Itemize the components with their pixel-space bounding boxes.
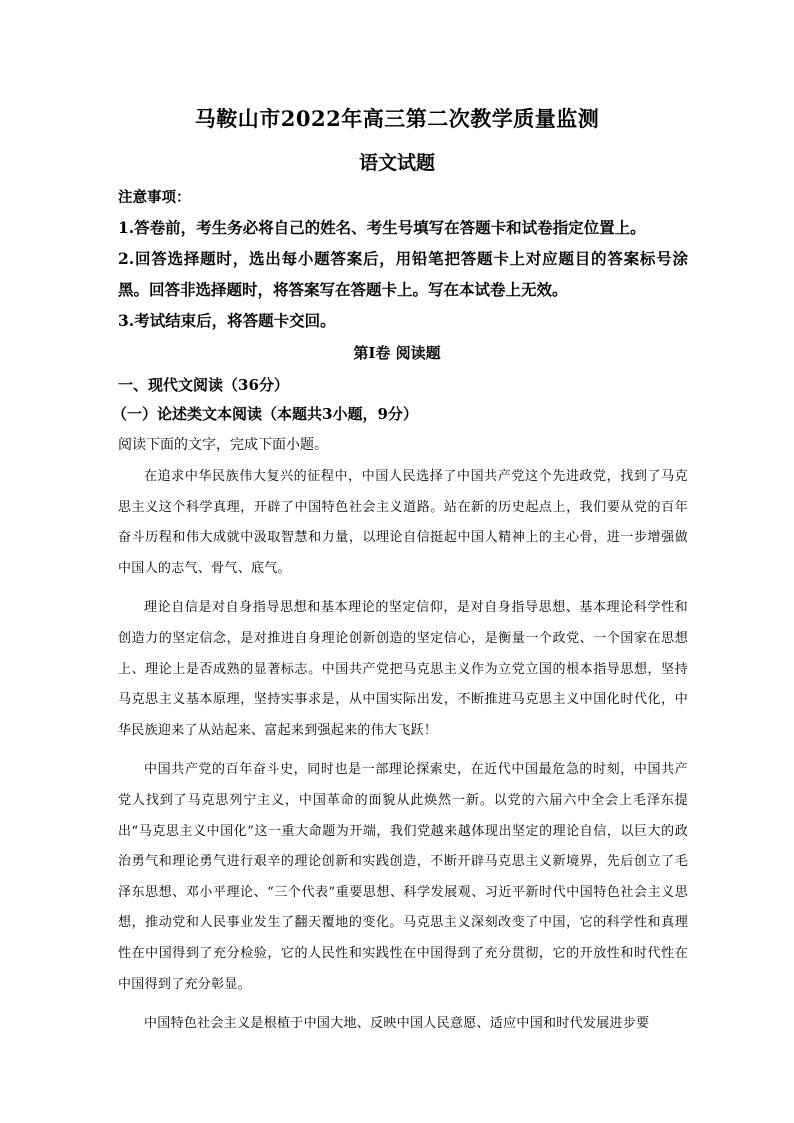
passage-paragraph: 理论自信是对自身指导思想和基本理论的坚定信仰，是对自身指导思想、基本理论科学性和创造力的坚定信念，是对推进自身理论创新创造的坚定信心，是衡量一个政党、一个国家在思想上、理论上是否成熟的显著标志。中国共产党把马克思主义作为立党立国的根本指导思想，坚持马克思主义基本原理，坚持实事求是，从中国实际出发，不断推进马克思主义中国化时代化，中华民族迎来了从站起来、富起来到强起来的伟大飞跃！ <box>118 600 688 738</box>
section-title: 一、现代文阅读（36分） <box>118 376 289 394</box>
notice-item: 1.答卷前，考生务必将自己的姓名、考生号填写在答题卡和试卷指定位置上。 <box>118 218 646 237</box>
notice-item: 2.回答选择题时，选出每小题答案后，用铅笔把答题卡上对应题目的答案标号涂黑。回答非选择题时，将答案写在答题卡上。写在本试卷上无效。 <box>118 249 688 299</box>
reading-passage <box>118 462 688 1049</box>
notice-list <box>118 212 688 336</box>
passage-paragraph: 中国共产党的百年奋斗史，同时也是一部理论探索史，在近代中国最危急的时刻，中国共产党人找到了马克思列宁主义，中国革命的面貌从此焕然一新。以党的六届六中全会上毛泽东提出“马克思主义中国化”这一重大命题为开端，我们党越来越体现出坚定的理论自信，以巨大的政治勇气和理论勇气进行艰辛的理论创新和实践创造，不断开辟马克思主义新境界，先后创立了毛泽东思想、邓小平理论、“三个代表”重要思想、科学发展观、习近平新时代中国特色社会主义思想，推动党和人民事业发生了翻天覆地的变化。马克思主义深刻改变了中国，它的科学性和真理性在中国得到了充分检验，它的人民性和实践性在中国得到了充分贯彻，它的开放性和时代性在中国得到了充分彰显。 <box>118 762 688 992</box>
exam-title: 马鞍山市2022年高三第二次教学质量监测 <box>194 106 600 131</box>
subsection-title: （一）论述类文本阅读（本题共3小题，9分） <box>112 405 418 423</box>
part-title: 第Ⅰ卷 阅读题 <box>353 344 441 362</box>
instruction-text: 阅读下面的文字，完成下面小题。 <box>118 437 328 453</box>
notice-item: 3.考试结束后，将答题卡交回。 <box>118 311 336 330</box>
exam-subtitle: 语文试题 <box>358 152 435 174</box>
passage-paragraph: 在追求中华民族伟大复兴的征程中，中国人民选择了中国共产党这个先进政党，找到了马克思主义这个科学真理，开辟了中国特色社会主义道路。站在新的历史起点上，我们要从党的百年奋斗历程和伟大成就中汲取智慧和力量，以理论自信挺起中国人精神上的主心骨，进一步增强做中国人的志气、骨气、底气。 <box>118 469 688 576</box>
notice-heading: 注意事项： <box>118 189 191 206</box>
passage-paragraph: 中国特色社会主义是根植于中国大地、反映中国人民意愿、适应中国和时代发展进步要 <box>144 1016 650 1032</box>
